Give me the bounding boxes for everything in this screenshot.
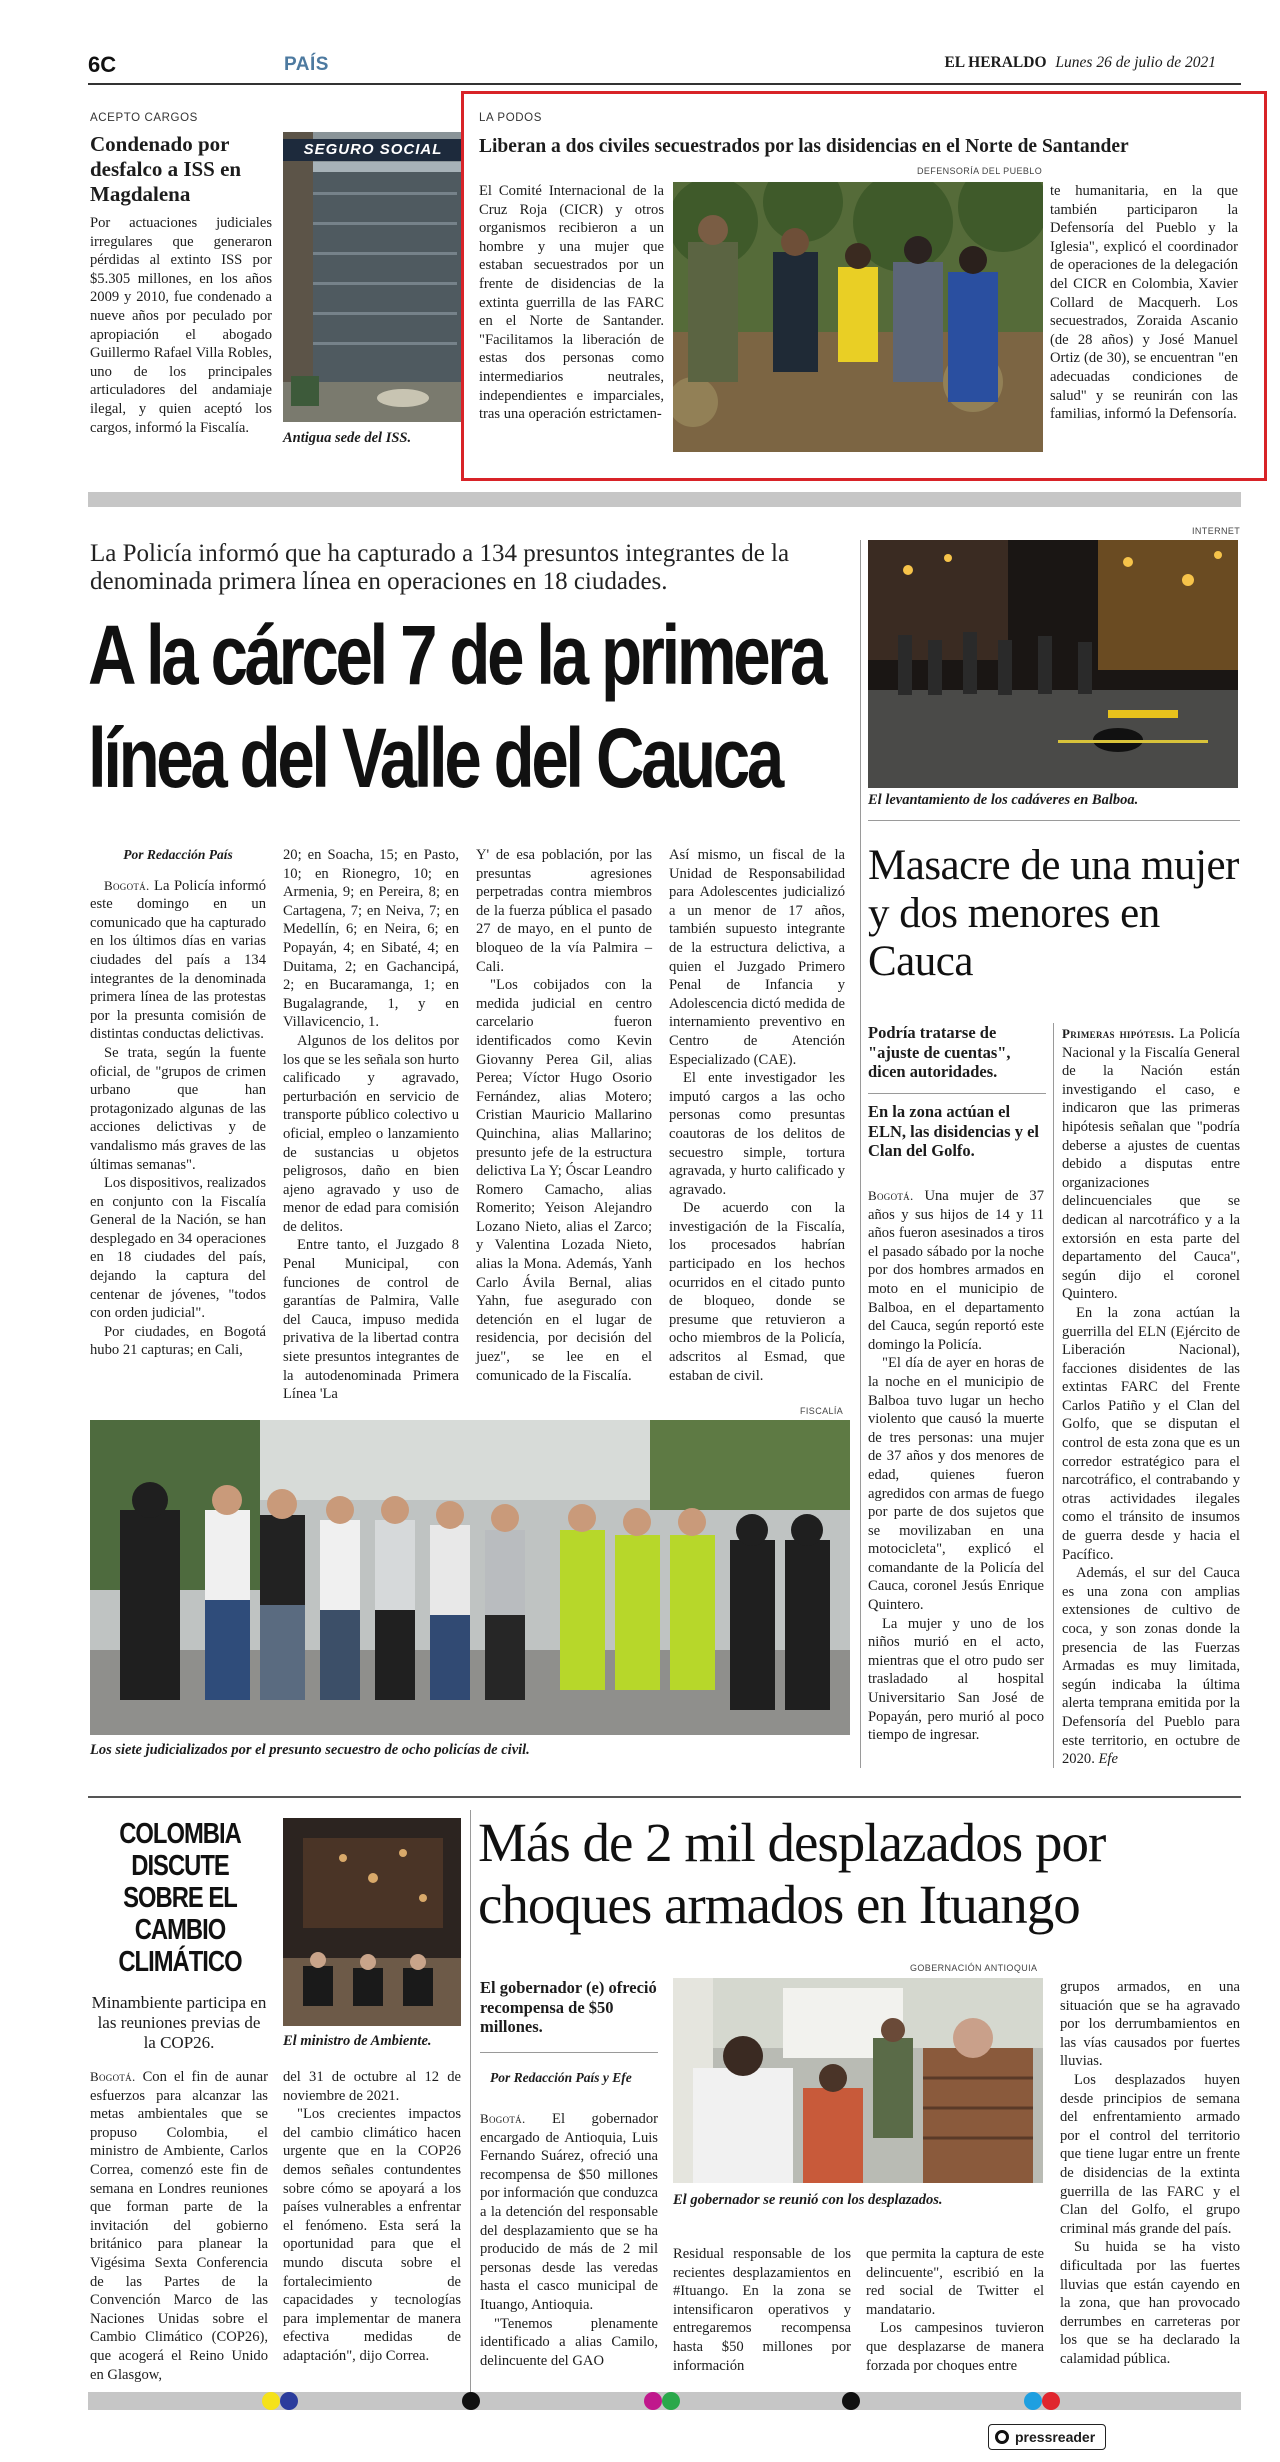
ituango-col4-p1: grupos armados, en una situación que se ha agravado por los derrumbamientos en las vías causados por fuertes lluvias. bbox=[1060, 1979, 1240, 2070]
iss-title: Condenado por desfalco a ISS en Magdalena bbox=[90, 132, 242, 206]
main-column-2 bbox=[283, 846, 459, 1404]
masacre-dateline: Bogotá. bbox=[868, 1188, 914, 1203]
iss-sign: SEGURO SOCIAL bbox=[283, 139, 463, 161]
masacre-title: Masacre de una mujer y dos menores en Cauca bbox=[868, 842, 1239, 985]
masacre-col2-p1: La Policía Nacional y la Fiscalía General de la Nación están investigando el caso, e indicaron que las primeras hipótesis señalan que "podría deberse a ajustes de cuentas debido a disputas entre organizaciones delincuenciales que se dedican al narcotráfico y a la extorsión en esta parte del departamento del Cauca", según dijo el coronel Quintero. bbox=[1062, 1026, 1241, 1303]
podos-kicker: LA PODOS bbox=[479, 112, 542, 124]
main-column-3 bbox=[476, 846, 652, 1385]
clima-deck: Minambiente participa en las reuniones previas de la COP26. bbox=[91, 1993, 267, 2052]
main-photo bbox=[90, 1420, 850, 1735]
podos-photo bbox=[673, 182, 1043, 452]
main-col3-p2: "Los cobijados con la medida judicial en centro carcelario fueron identificados como Kevin Giovanny Perea Gil, alias Perea; Víctor Hugo Osorio Fernández, alias Motero; Cristian Mauricio Mallarino Quinchina, alias Mallarino; presunto jefe de la estructura delictiva La Y; Óscar Leandro Romero Camacho, alias Romerito; Yeison Alejandro Lozano Nieto, alias el Zarco; y Valentina Lozada Nieto, alias la Mona. Además, Yanh Carlo Ávila Bernal, alias Yahn, fue asegurado con detención en el lugar de residencia, por decisión del juez", se lee en el comunicado de la Fiscalía. bbox=[476, 977, 652, 1384]
podos-photo-credit: DEFENSORÍA DEL PUEBLO bbox=[917, 166, 1043, 176]
ituango-col1-p2: "Tenemos plenamente identificado a alias Camilo, delincuente del GAO bbox=[480, 2315, 658, 2369]
section-divider-bar bbox=[88, 492, 1241, 507]
main-byline: Por Redacción País bbox=[123, 847, 233, 862]
ituango-deck: El gobernador (e) ofreció recompensa de $50 millones. bbox=[480, 1978, 657, 2036]
ituango-title: Más de 2 mil desplazados por choques armados en Ituango bbox=[478, 1812, 1106, 1935]
iss-caption: Antigua sede del ISS. bbox=[283, 430, 412, 446]
clima-col1-p1: Con el fin de aunar esfuerzos para alcanzar las metas ambientales que se propuso Colombia, el ministro de Ambiente, Carlos Correa, comenzó este fin de semana en Londres reuniones que forman parte de la invitación del gobierno británico para planear la Vigésima Sexta Conferencia de las Partes de la Convención Marco de las Naciones Unidas sobre el Cambio Climático (COP26), que acogerá el Reino Unido en Glasgow, bbox=[90, 2069, 268, 2383]
main-photo-credit: FISCALÍA bbox=[800, 1406, 844, 1416]
pressreader-logo-icon bbox=[995, 2430, 1009, 2444]
header-paper bbox=[944, 54, 1216, 72]
main-col1-p3: Los dispositivos, realizados en conjunto con la Fiscalía General de la Nación, se han desplegado en 34 operaciones en 18 ciudades del país, dejando la captura del centenar de jóvenes, "todos con orden judicial". bbox=[90, 1175, 266, 1322]
main-headline-2: línea del Valle del Cauca bbox=[88, 711, 781, 805]
masacre-deck-rule bbox=[868, 1093, 1046, 1094]
color-registration-marks bbox=[0, 2392, 1280, 2410]
main-dateline: Bogotá. bbox=[104, 877, 150, 893]
pressreader-brand: pressreader bbox=[1015, 2429, 1096, 2445]
column-rule-main bbox=[860, 540, 861, 1768]
main-col3-p1: Y' de esa población, por las presuntas agresiones perpetradas contra miembros de la fuerza pública el pasado 27 de mayo, en el punto de bloqueo de la vía Palmira – Cali. bbox=[476, 847, 652, 975]
ituango-byline: Por Redacción País y Efe bbox=[490, 2070, 632, 2085]
masacre-rule bbox=[868, 820, 1240, 821]
main-col2-p3: Entre tanto, el Juzgado 8 Penal Municipal, con funciones de control de garantías de Palmira, Valle del Cauca, impuso medida privativa de la libertad contra siete presuntos integrantes de la autodenominada Primera Línea 'La bbox=[283, 1237, 459, 1403]
ituango-column-1 bbox=[480, 2110, 658, 2370]
header-rule bbox=[88, 83, 1241, 85]
ituango-col3-p1: que permita la captura de este delincuente", escribió en la red social de Twitter el mandatario. bbox=[866, 2246, 1044, 2318]
registration-dot bbox=[280, 2392, 298, 2410]
masacre-col1-p2: "El día de ayer en horas de la noche en el municipio de Balboa tuvo lugar un hecho violento que causó la muerte de tres personas: una mujer de 37 años y dos menores de edad, quienes fueron agredidos con armas de fuego por parte de dos sujetos que se movilizaban en una motocicleta", explicó el comandante de la Policía del Cauca, coronel Jesús Enrique Quintero. bbox=[868, 1355, 1044, 1614]
masacre-inner-rule bbox=[1053, 1023, 1054, 1768]
masacre-col2-p2: En la zona actúan la guerrilla del ELN (Ejército de Liberación Nacional), facciones disidentes de las extintas FARC del Frente Carlos Patiño y el Clan del Golfo, que se disputan el control de esta zona que es un corredor estratégico para el narcotráfico, el contrabando y otras actividades ilegales como el tránsito de insumos de guerra desde y hacia el Pacífico. bbox=[1062, 1304, 1240, 1563]
paper-date: Lunes 26 de julio de 2021 bbox=[1055, 54, 1216, 71]
masacre-col1-p1: Una mujer de 37 años y sus hijos de 14 y 11 años fueron asesinados a tiros el pasado sábado por la noche por dos hombres armados en moto en el municipio de Balboa, en el departamento del Cauca, según reportó este domingo la Policía. bbox=[868, 1188, 1044, 1353]
ituango-column-3 bbox=[866, 2245, 1044, 2375]
masacre-end: Efe bbox=[1098, 1751, 1118, 1768]
section-name: PAÍS bbox=[284, 54, 329, 75]
page-number: 6C bbox=[88, 52, 117, 77]
ituango-dateline: Bogotá. bbox=[480, 2111, 526, 2126]
iss-photo bbox=[283, 132, 463, 422]
iss-kicker: ACEPTO CARGOS bbox=[90, 112, 198, 124]
iss-body: Por actuaciones judiciales irregulares que generaron pérdidas al extinto ISS por $5.305 millones, en los años 2009 y 2010, fue condenado a nueve años por peculado por apropiación el abogado Guillermo Rafael Villa Robles, uno de los principales articuladores del andamiaje ilegal, y quien aceptó los cargos, informó la Fiscalía. bbox=[90, 215, 272, 436]
ituango-deck-rule bbox=[480, 2052, 658, 2053]
masacre-photo-credit: INTERNET bbox=[1192, 526, 1241, 536]
main-column-1 bbox=[90, 846, 266, 1360]
clima-dateline: Bogotá. bbox=[90, 2069, 136, 2084]
masacre-col2-p3: Además, el sur del Cauca es una zona con amplias extensiones de cultivo de coca, y son zonas donde la presencia de las Fuerzas Armadas es muy limitada, según indicaba la última alerta temprana emitida por la Defensoría del Pueblo para este territorio, en octubre de 2020. bbox=[1062, 1565, 1240, 1768]
ituango-photo bbox=[673, 1978, 1043, 2183]
ituango-col2-p1: Residual responsable de los recientes desplazamientos en #Ituango. En la zona se intensificaron operativos y entregaremos recompensa hasta $50 millones por información bbox=[673, 2246, 851, 2374]
masacre-column-2 bbox=[1062, 1025, 1240, 1769]
podos-col1: El Comité Internacional de la Cruz Roja (CICR) y otros organismos recibieron a un hombre y una mujer que estaban secuestrados por un frente de disidencias de la extinta guerrilla de las FARC en el Norte de Santander. "Facilitamos la liberación de estas dos personas como intermediarios neutrales, independientes e imparciales, tras una operación estrictamen- bbox=[479, 183, 664, 423]
pressreader-badge[interactable] bbox=[988, 2424, 1106, 2450]
podos-col2: te humanitaria, en la que también participaron la Defensoría del Pueblo y la Iglesia", explicó el coordinador de operaciones de la delegación del CICR en Colombia, Xavier Collard de Macquerh. Los secuestrados, Zoraida Ascanio (de 28 años) y José Manuel Ortiz (de 30), se encuentran "en adecuadas condiciones de salud" y se reunirán con las familias, informó la Defensoría. bbox=[1050, 183, 1238, 423]
main-col4-p3: De acuerdo con la investigación de la Fiscalía, los procesados habrían participado en los hechos ocurridos en el citado punto de bloqueo, donde se presume que retuvieron a ocho miembros de la Policía, adscritos al Esmad, que estaban de civil. bbox=[669, 1200, 845, 1384]
lower-section-rule bbox=[88, 1796, 1241, 1798]
masacre-photo-caption: El levantamiento de los cadáveres en Balboa. bbox=[868, 792, 1139, 808]
main-col4-p1: Así mismo, un fiscal de la Unidad de Responsabilidad para Adolescentes judicializó a un menor de 17 años, también supuesto integrante de la estructura delictiva, a quien el Juzgado Primero Penal de Infancia y Adolescencia dictó medida de internamiento preventivo en Centro de Atención Especializado (CAE). bbox=[669, 847, 845, 1068]
ituango-caption: El gobernador se reunió con los desplazados. bbox=[673, 2192, 943, 2208]
masacre-col1-p3: La mujer y uno de los niños murió en el acto, mientras que el otro pudo ser trasladado al hospital Universitario San José de Popayán, pero murió al poco tiempo de ingresar. bbox=[868, 1615, 1044, 1744]
main-col2-p1: 20; en Soacha, 15; en Pasto, 10; en Rionegro, 10; en Armenia, 9; en Pereira, 8; en Cartagena, 7; en Neiva, 7; en Medellín, 6; en Neira, 6; en Popayán, 4; en Sibaté, 4; en Duitama, 2; en Gachancipá, 2; en Bucaramanga, 1; en Bugalagrande, 1, y en Villavicencio, 1. bbox=[283, 847, 459, 1031]
clima-column-2 bbox=[283, 2068, 461, 2366]
clima-title: COLOMBIA DISCUTE SOBRE EL CAMBIO CLIMÁTICO bbox=[118, 1818, 242, 1978]
main-col4-p2: El ente investigador les imputó cargos a las ocho personas como presuntas coautoras de los delitos de secuestro simple, tortura agravada, y hurto calificado y agravado. bbox=[669, 1070, 845, 1198]
masacre-lead-2: Primeras hipótesis. bbox=[1062, 1026, 1175, 1041]
registration-dot bbox=[662, 2392, 680, 2410]
ituango-col4-p3: Su huida se ha visto dificultada por las fuertes lluvias que están cayendo en la zona, que han provocado derrumbes en carreteras por los que se ha declarado la calamidad pública. bbox=[1060, 2239, 1240, 2367]
column-rule-clima bbox=[470, 1810, 471, 2400]
main-photo-caption: Los siete judicializados por el presunto secuestro de ocho policías de civil. bbox=[90, 1742, 530, 1758]
masacre-photo bbox=[868, 540, 1238, 788]
ituango-photo-credit: GOBERNACIÓN ANTIOQUIA bbox=[910, 1963, 1038, 1973]
podos-title: Liberan a dos civiles secuestrados por las disidencias en el Norte de Santander bbox=[479, 136, 1129, 157]
registration-dot bbox=[1024, 2392, 1042, 2410]
registration-dot bbox=[1042, 2392, 1060, 2410]
main-column-4 bbox=[669, 846, 845, 1385]
ituango-col4-p2: Los desplazados huyen desde principios de semana del enfrentamiento armado por el control del territorio que tiene lugar entre un frente de disidencias de la extinta guerrilla de las FARC y el Clan del Golfo, el grupo criminal más grande del país. bbox=[1060, 2071, 1240, 2237]
main-col2-p2: Algunos de los delitos por los que se les señala son hurto calificado y agravado, perturbación en servicio de transporte público colectivo u oficial, empleo o lanzamiento de sustancias u objetos peligrosos, daño en bien ajeno agravado y uso de menor de edad para comisión de delitos. bbox=[283, 1032, 459, 1235]
clima-col2-p1: del 31 de octubre al 12 de noviembre de 2021. bbox=[283, 2069, 461, 2104]
main-col1-p2: Se trata, según la fuente oficial, de "grupos de crimen urbano que han protagonizado algunas de las acciones delictivas y de vandalismo más graves de las últimas semanas". bbox=[90, 1044, 266, 1173]
main-col1-p1: La Policía informó este domingo en un comunicado que ha capturado en los últimos días en varias ciudades del país a 134 integrantes de la denominada primera línea de las protestas por la presunta comisión de distintas conductas delictivas. bbox=[90, 877, 266, 1043]
registration-dot bbox=[462, 2392, 480, 2410]
ituango-col1-p1: El gobernador encargado de Antioquia, Luis Fernando Suárez, ofreció una recompensa de $50 millones por información que conduzca a la detención del responsable del desplazamiento que se ha producido de más de 2 mil personas desde las veredas hasta el casco municipal de Ituango, Antioquia. bbox=[480, 2111, 658, 2313]
masacre-deck-1: Podría tratarse de "ajuste de cuentas", dicen autoridades. bbox=[868, 1023, 1011, 1081]
clima-caption: El ministro de Ambiente. bbox=[283, 2033, 432, 2049]
paper-name: EL HERALDO bbox=[944, 54, 1047, 71]
ituango-column-2 bbox=[673, 2245, 851, 2375]
main-headline-1: A la cárcel 7 de la primera bbox=[88, 608, 825, 702]
registration-dot bbox=[842, 2392, 860, 2410]
registration-dot bbox=[262, 2392, 280, 2410]
ituango-col3-p2: Los campesinos tuvieron que desplazarse de manera forzada por choques entre bbox=[866, 2320, 1044, 2374]
main-col1-p4: Por ciudades, en Bogotá hubo 21 capturas; en Cali, bbox=[90, 1323, 266, 1359]
main-deck: La Policía informó que ha capturado a 134 presuntos integrantes de la denominada primera línea en operaciones en 18 ciudades. bbox=[90, 540, 790, 595]
masacre-column-1 bbox=[868, 1187, 1044, 1745]
clima-column-1 bbox=[90, 2068, 268, 2384]
registration-dot bbox=[644, 2392, 662, 2410]
masacre-deck-2: En la zona actúan el ELN, las disidencias y el Clan del Golfo. bbox=[868, 1102, 1039, 1160]
ituango-column-4 bbox=[1060, 1978, 1240, 2368]
clima-photo bbox=[283, 1818, 461, 2026]
clima-col2-p2: "Los crecientes impactos del cambio climático hacen urgente que en la COP26 demos señales contundentes sobre cómo se apoyará a los países vulnerables a enfrentar el fenómeno. Esta será la oportunidad para que el mundo discuta sobre el fortalecimiento de capacidades y tecnologías para implementar de manera efectiva medidas de adaptación", dijo Correa. bbox=[283, 2106, 461, 2364]
